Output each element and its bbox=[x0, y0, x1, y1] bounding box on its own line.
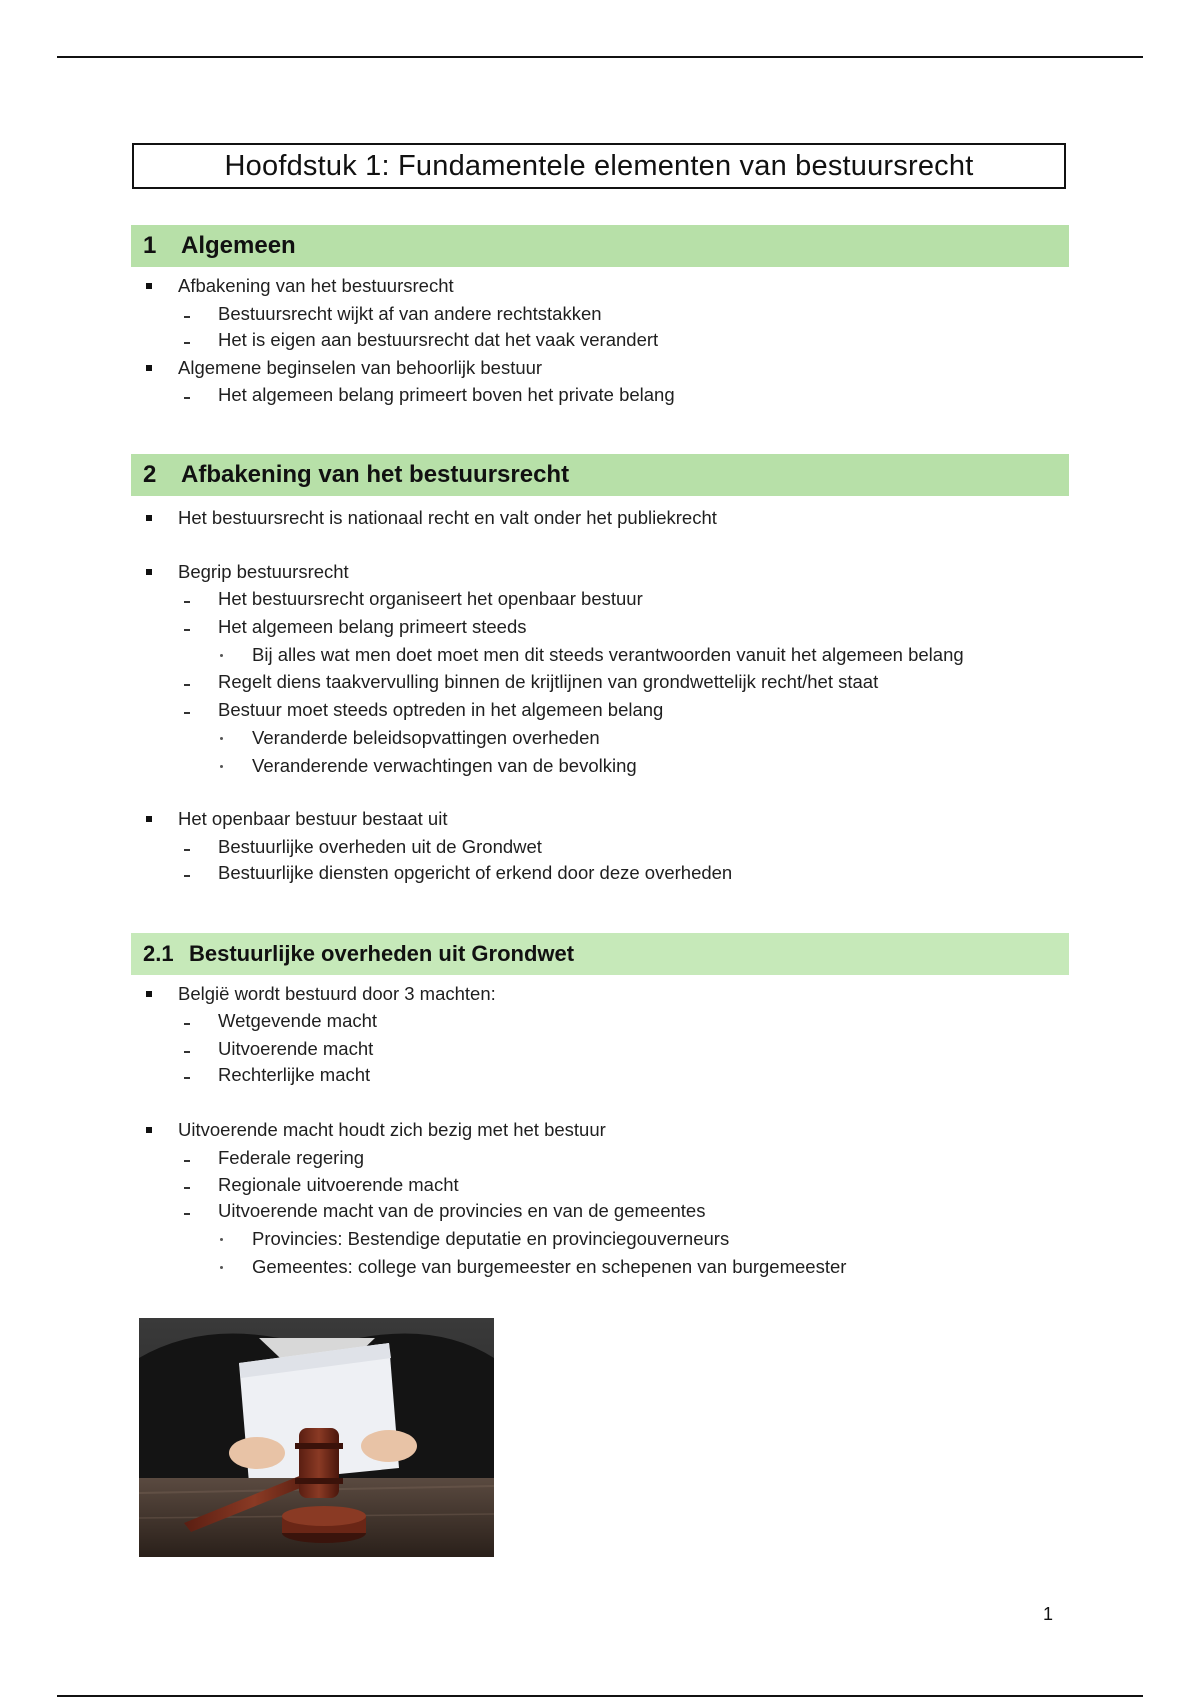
section-title: Afbakening van het bestuursrecht bbox=[181, 461, 570, 488]
list-item: Het algemeen belang primeert steeds bbox=[218, 616, 527, 638]
dash-marker bbox=[184, 1160, 190, 1162]
dash-marker bbox=[184, 1023, 190, 1025]
bullet-marker bbox=[146, 569, 152, 575]
section-heading-algemeen bbox=[131, 225, 1069, 267]
section-number: 2 bbox=[143, 461, 157, 488]
dot-marker bbox=[220, 765, 223, 768]
list-item: Het is eigen aan bestuursrecht dat het vaak verandert bbox=[218, 329, 658, 351]
list-item: Begrip bestuursrecht bbox=[178, 561, 349, 583]
list-item: Uitvoerende macht houdt zich bezig met het bestuur bbox=[178, 1119, 606, 1141]
dash-marker bbox=[184, 1051, 190, 1053]
section-title: Algemeen bbox=[181, 232, 296, 259]
dot-marker bbox=[220, 1266, 223, 1269]
list-item: Het openbaar bestuur bestaat uit bbox=[178, 808, 447, 830]
list-item: Bestuurlijke overheden uit de Grondwet bbox=[218, 836, 542, 858]
list-item: Wetgevende macht bbox=[218, 1010, 377, 1032]
bullet-marker bbox=[146, 365, 152, 371]
bullet-marker bbox=[146, 991, 152, 997]
list-item: Bij alles wat men doet moet men dit steeds verantwoorden vanuit het algemeen belang bbox=[252, 644, 964, 666]
dash-marker bbox=[184, 875, 190, 877]
list-item: Uitvoerende macht bbox=[218, 1038, 373, 1060]
list-item: Veranderende verwachtingen van de bevolking bbox=[252, 755, 637, 777]
dash-marker bbox=[184, 601, 190, 603]
section-heading-afbakening bbox=[131, 454, 1069, 496]
list-item: Gemeentes: college van burgemeester en schepenen van burgemeester bbox=[252, 1256, 846, 1278]
top-rule bbox=[57, 56, 1143, 58]
list-item: Regelt diens taakvervulling binnen de krijtlijnen van grondwettelijk recht/het staat bbox=[218, 671, 878, 693]
chapter-title: Hoofdstuk 1: Fundamentele elementen van bestuursrecht bbox=[132, 143, 1066, 189]
section-number: 2.1 bbox=[143, 941, 174, 966]
judge-gavel-photo bbox=[139, 1318, 494, 1557]
dot-marker bbox=[220, 1238, 223, 1241]
list-item: Bestuurlijke diensten opgericht of erkend door deze overheden bbox=[218, 862, 732, 884]
list-item: Het algemeen belang primeert boven het private belang bbox=[218, 384, 675, 406]
list-item: Regionale uitvoerende macht bbox=[218, 1174, 459, 1196]
list-item: Bestuur moet steeds optreden in het algemeen belang bbox=[218, 699, 663, 721]
section-number: 1 bbox=[143, 232, 157, 259]
dash-marker bbox=[184, 712, 190, 714]
list-item: Federale regering bbox=[218, 1147, 364, 1169]
list-item: Provincies: Bestendige deputatie en provinciegouverneurs bbox=[252, 1228, 729, 1250]
list-item: België wordt bestuurd door 3 machten: bbox=[178, 983, 496, 1005]
bullet-marker bbox=[146, 1127, 152, 1133]
page-number: 1 bbox=[1043, 1604, 1054, 1624]
dash-marker bbox=[184, 629, 190, 631]
bullet-marker bbox=[146, 515, 152, 521]
list-item: Het bestuursrecht organiseert het openbaar bestuur bbox=[218, 588, 643, 610]
dash-marker bbox=[184, 316, 190, 318]
dash-marker bbox=[184, 397, 190, 399]
dash-marker bbox=[184, 342, 190, 344]
list-item: Het bestuursrecht is nationaal recht en valt onder het publiekrecht bbox=[178, 507, 717, 529]
dash-marker bbox=[184, 849, 190, 851]
dash-marker bbox=[184, 1077, 190, 1079]
dash-marker bbox=[184, 684, 190, 686]
list-item: Bestuursrecht wijkt af van andere rechtstakken bbox=[218, 303, 602, 325]
list-item: Afbakening van het bestuursrecht bbox=[178, 275, 454, 297]
section-title: Bestuurlijke overheden uit Grondwet bbox=[189, 941, 575, 966]
list-item: Uitvoerende macht van de provincies en van de gemeentes bbox=[218, 1200, 705, 1222]
list-item: Veranderde beleidsopvattingen overheden bbox=[252, 727, 600, 749]
dot-marker bbox=[220, 654, 223, 657]
list-item: Rechterlijke macht bbox=[218, 1064, 370, 1086]
bottom-rule bbox=[57, 1695, 1143, 1697]
subsection-heading-bestuurlijke-overheden bbox=[131, 933, 1069, 975]
dash-marker bbox=[184, 1187, 190, 1189]
dot-marker bbox=[220, 737, 223, 740]
dash-marker bbox=[184, 1213, 190, 1215]
bullet-marker bbox=[146, 283, 152, 289]
bullet-marker bbox=[146, 816, 152, 822]
list-item: Algemene beginselen van behoorlijk bestuur bbox=[178, 357, 542, 379]
